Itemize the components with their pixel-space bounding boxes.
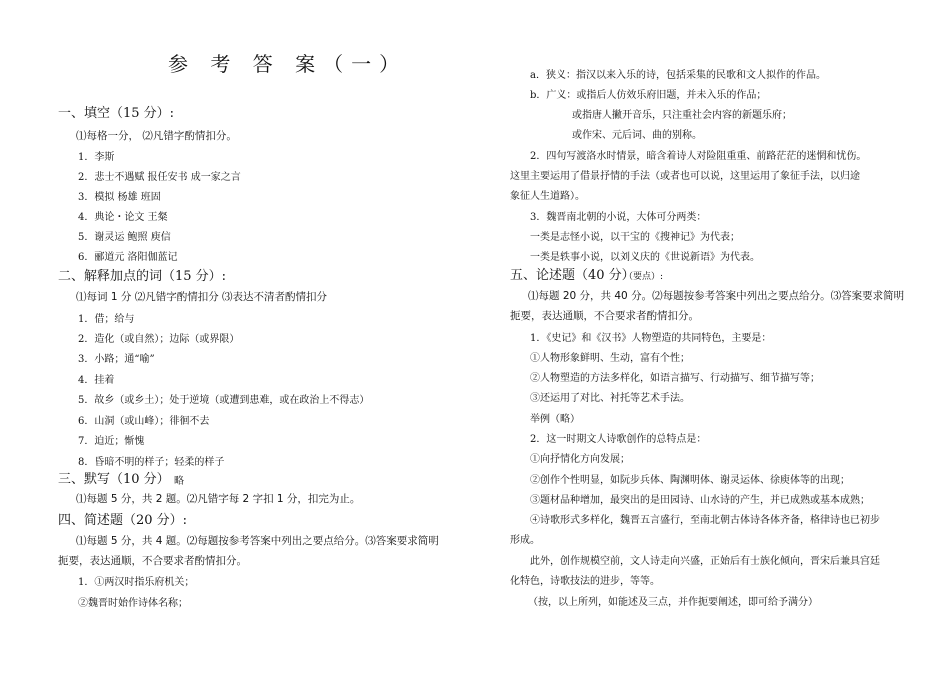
list-item: 1．借；给与	[78, 314, 135, 325]
list-item: ②人物塑造的方法多样化，如语言描写、行动描写、细节描写等；	[530, 373, 820, 384]
grading-note: ⑴每题 5 分，共 4 题。⑵每题按参考答案中列出之要点给分。⑶答案要求简明	[76, 535, 439, 547]
list-item: 7．迫近；惭愧	[78, 436, 145, 447]
list-item: 4．典论・论文 王粲	[78, 212, 168, 223]
list-item: 2．这一时期文人诗歌创作的总特点是：	[530, 434, 707, 445]
list-item: ④诗歌形式多样化，魏晋五言盛行，至南北朝古体诗各体齐备，格律诗也已初步	[530, 515, 880, 526]
list-item: 形成。	[510, 535, 540, 546]
list-item: 5．故乡（或乡土）；处于逆境（或遭到患难，或在政治上不得志）	[78, 395, 370, 406]
list-item: ③题材品种增加，最突出的是田园诗、山水诗的产生，并已成熟或基本成熟；	[530, 495, 870, 506]
list-item: 4．挂着	[78, 375, 115, 386]
list-item: 8．昏暗不明的样子；轻柔的样子	[78, 457, 225, 468]
section-heading-dictation: 三、默写（10 分）	[58, 472, 170, 487]
grading-note: ⑴每词 1 分 ⑵凡错字酌情扣分 ⑶表达不清者酌情扣分	[76, 291, 328, 303]
section-heading-essay: 五、论述题（40 分）	[510, 268, 635, 283]
list-item: ③还运用了对比、衬托等艺术手法。	[530, 393, 690, 404]
list-item: a．狭义：指汉以来入乐的诗，包括采集的民歌和文人拟作的作品。	[530, 70, 826, 81]
list-item: 或指唐人撇开音乐，只注重社会内容的新题乐府；	[572, 110, 792, 121]
list-item: 2．悲士不遇赋 报任安书 成一家之言	[78, 172, 241, 183]
list-item: 3．小路；通“喻”	[78, 354, 155, 365]
list-item: （按，以上所列，如能述及三点，并作扼要阐述，即可给予满分）	[528, 597, 818, 608]
list-item: 一类是轶事小说，以刘义庆的《世说新语》为代表。	[530, 252, 760, 263]
list-item: 化特色，诗歌技法的进步，等等。	[510, 576, 660, 587]
grading-note: 扼要，表达通顺，不合要求者酌情扣分。	[510, 310, 699, 322]
grading-note: ⑴每题 20 分，共 40 分。⑵每题按参考答案中列出之要点给分。⑶答案要求简明	[528, 290, 905, 302]
list-item: ②魏晋时始作诗体名称；	[78, 598, 188, 609]
list-item: 1．李斯	[78, 152, 115, 163]
list-item: 3．魏晋南北朝的小说，大体可分两类：	[530, 212, 707, 223]
list-item: 象征人生道路）。	[510, 191, 585, 202]
list-item: 2．四句写渡洛水时情景，暗含着诗人对险阻重重、前路茫茫的迷惘和忧伤。	[530, 151, 867, 162]
list-item: 1．《史记》和《汉书》人物塑造的共同特色，主要是：	[530, 333, 772, 344]
section-heading-short-answer: 四、简述题（20 分）:	[58, 513, 188, 528]
section-heading-suffix: （要点）:	[624, 272, 664, 282]
list-item: ①向抒情化方向发展；	[530, 454, 630, 465]
list-item: 1．①两汉时指乐府机关；	[78, 577, 195, 588]
section-heading-fill-in: 一、填空（15 分）:	[58, 106, 175, 121]
list-item: 6．山洞（或山峰）；徘徊不去	[78, 416, 210, 427]
list-item: 一类是志怪小说，以干宝的《搜神记》为代表；	[530, 232, 740, 243]
list-item: ①人物形象鲜明、生动，富有个性；	[530, 353, 690, 364]
list-item: 6．郦道元 洛阳伽蓝记	[78, 252, 178, 263]
omitted-mark: 略	[174, 476, 184, 487]
grading-note: ⑴每题 5 分，共 2 题。⑵凡错字每 2 字扣 1 分，扣完为止。	[76, 493, 361, 505]
page-title: 参 考 答 案（一）	[168, 52, 408, 76]
list-item: 此外，创作规模空前，文人诗走向兴盛，正始后有士族化倾向，晋宋后兼具宫廷	[530, 556, 880, 567]
list-item: 5．谢灵运 鲍照 庾信	[78, 232, 171, 243]
list-item: b．广义：或指后人仿效乐府旧题，并未入乐的作品；	[530, 90, 767, 101]
grading-note: 扼要，表达通顺，不合要求者酌情扣分。	[58, 555, 247, 567]
list-item: 举例（略）	[530, 414, 580, 425]
list-item: 2．造化（或自然）；边际（或界限）	[78, 334, 240, 345]
section-heading-explain: 二、解释加点的词（15 分）:	[58, 269, 227, 284]
grading-note: ⑴每格一分， ⑵凡错字酌情扣分。	[76, 130, 237, 142]
list-item: 这里主要运用了借景抒情的手法（或者也可以说，这里运用了象征手法，以归途	[510, 171, 860, 182]
list-item: 或作宋、元后词、曲的别称。	[572, 130, 702, 141]
list-item: ②创作个性明显，如阮步兵体、陶渊明体、谢灵运体、徐庾体等的出现；	[530, 475, 850, 486]
list-item: 3．模拟 杨雄 班固	[78, 192, 161, 203]
